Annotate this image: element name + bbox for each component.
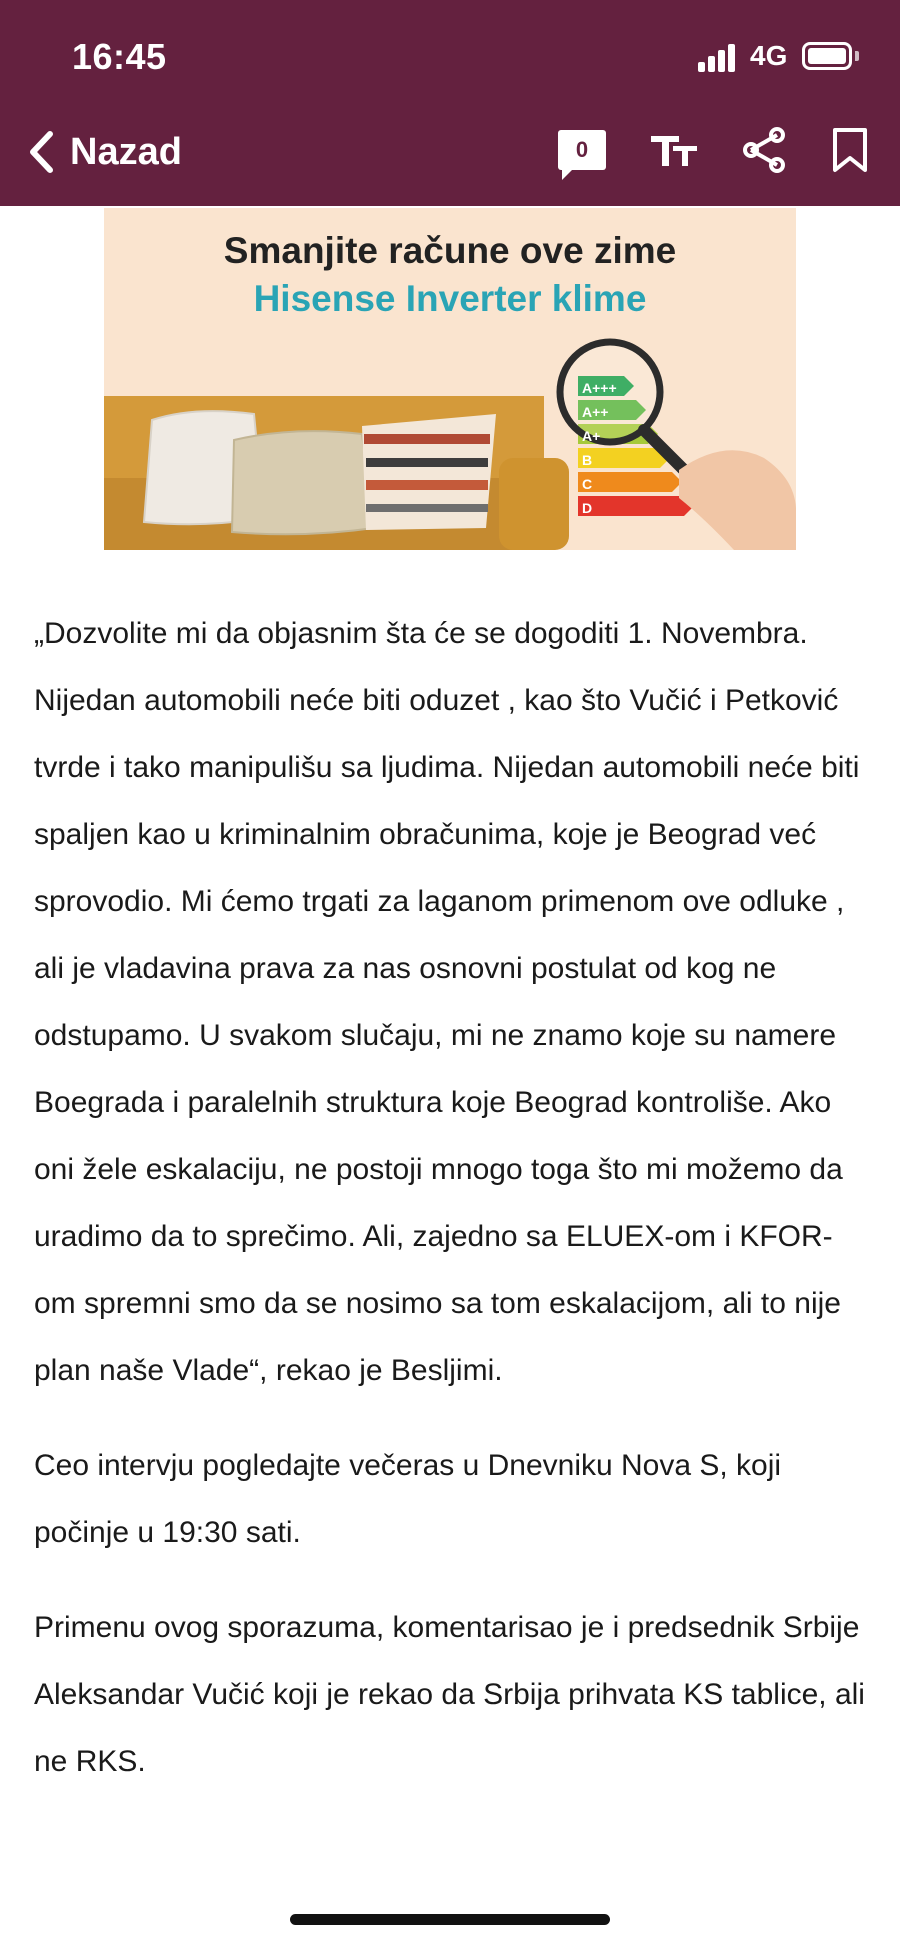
share-button[interactable] [736, 122, 792, 178]
app-header [0, 0, 900, 206]
article-paragraph: Ceo intervju pogledajte večeras u Dnevniku Nova S, koji počinje u 19:30 sati. [34, 1449, 782, 1549]
nav-bar [0, 110, 900, 206]
article-paragraph: Primenu ovog sporazuma, komentarisao je i predsednik Srbije Aleksandar Vučić koji je rekao da Srbija prihvata KS tablice, ali ne RKS. [34, 1611, 865, 1778]
status-time: 16:45 [72, 36, 167, 77]
energy-label: A++ [582, 404, 609, 420]
home-indicator[interactable] [290, 1914, 610, 1925]
cellular-signal-icon [698, 42, 738, 72]
article-paragraph: „Dozvolite mi da objasnim šta će se dogoditi 1. Novembra. Nijedan automobili neće biti oduzet , kao što Vučić i Petković tvrde i tako manipulišu sa ljudima. Nijedan automobili neće biti spaljen kao u kriminalnim obračunima, koje je Beograd već sprovodio. Mi ćemo trgati za laganom primenom ove odluke , ali je vladavina prava za nas osnovni postulat od kog ne odstupamo. U svakom slučaju, mi ne znamo koje su namere Boegrada i paralelnih struktura koje Beograd kontroliše. Ako oni žele eskalaciju, ne postoji mnogo toga što mi možemo da uradimo da to sprečimo. Ali, zajedno sa ELUEX-om i KFOR-om spremni smo da se nosimo sa tom eskalacijom, ali to nije plan naše Vlade“, rekao je Besljimi. [34, 617, 860, 1387]
energy-label: D [582, 500, 593, 516]
comments-button[interactable] [554, 122, 610, 178]
bookmark-icon [831, 127, 869, 173]
chevron-left-icon [28, 130, 54, 174]
text-size-button[interactable] [646, 122, 702, 178]
article-body [34, 600, 874, 1823]
ad-headline: Smanjite račune ove zime [223, 230, 677, 271]
comment-icon [558, 130, 606, 170]
energy-label: B [582, 452, 593, 468]
bookmark-button[interactable] [822, 122, 878, 178]
status-bar [0, 0, 900, 110]
network-type: 4G [750, 40, 788, 71]
back-label: Nazad [70, 130, 182, 173]
energy-label: A+ [582, 428, 601, 444]
text-size-icon [649, 130, 699, 170]
energy-label: A+++ [582, 380, 617, 396]
share-icon [741, 126, 787, 174]
energy-label-list [582, 376, 662, 520]
comment-count: 0 [575, 137, 589, 162]
battery-cap [855, 51, 859, 61]
battery-icon [802, 42, 852, 70]
ad-illustration [104, 208, 796, 550]
back-button[interactable] [28, 122, 182, 182]
advertisement-banner[interactable] [104, 208, 796, 550]
energy-label: C [582, 476, 593, 492]
ad-brand-line: Hisense Inverter klime [253, 278, 647, 319]
